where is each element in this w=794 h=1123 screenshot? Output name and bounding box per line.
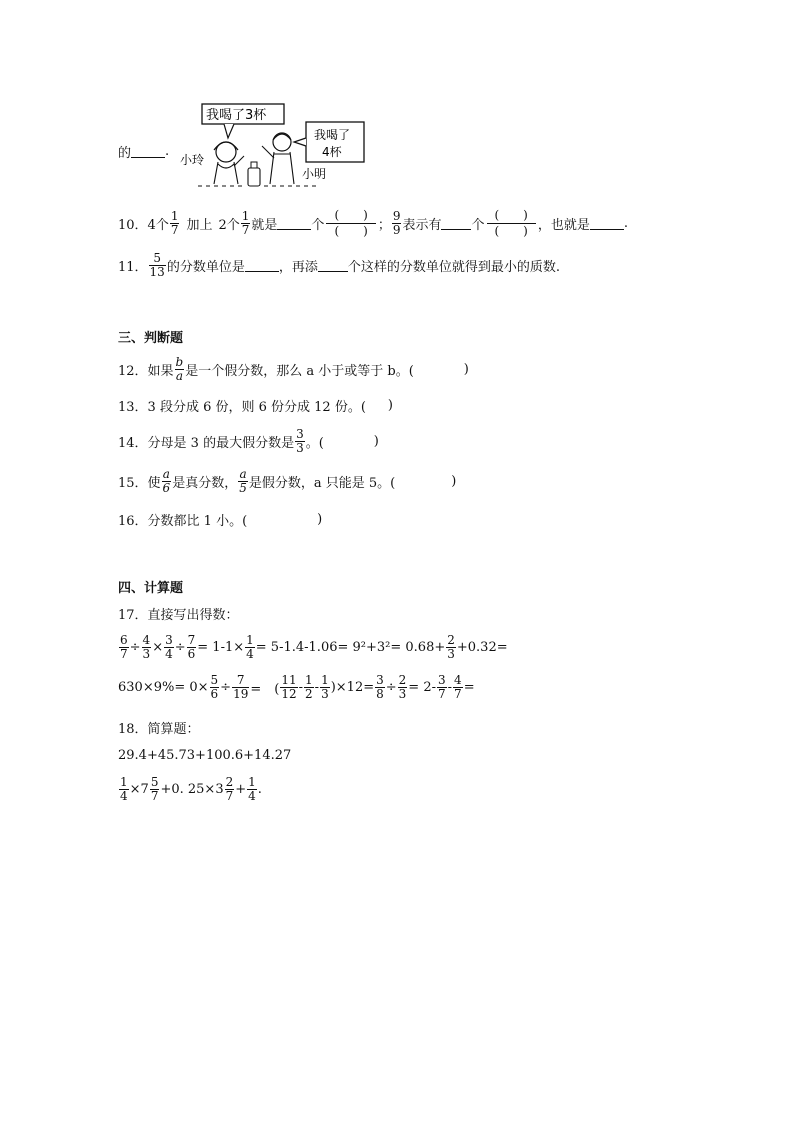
q18-title: 18．简算题： — [118, 722, 200, 737]
q11-num: 11． — [118, 260, 148, 275]
q14-text: 14．分母是 3 的最大假分数是 — [118, 436, 295, 451]
frac: $\frac{3}{4}$ — [165, 633, 173, 661]
q17-title: 17．直接写出得数： — [118, 608, 239, 623]
bubble-right-text-1: 我喝了 — [314, 128, 351, 142]
operator: ÷ — [385, 680, 397, 695]
q10-paren-frac-1[interactable]: ( ) ( ) — [326, 208, 375, 239]
frac: $\frac{3}{7}$ — [438, 673, 446, 701]
q13-close: ) — [387, 398, 393, 413]
frac: $\frac{6}{7}$ — [120, 633, 128, 661]
operator: ÷ — [220, 680, 232, 695]
frac: $\frac{1}{4}$ — [120, 775, 128, 803]
expr-text: = 2- — [408, 680, 436, 695]
frac: $\frac{1}{4}$ — [246, 633, 254, 661]
q10-text-1: 加上 — [186, 218, 213, 233]
frac: $\frac{1}{2}$ — [305, 673, 313, 701]
operator: - — [298, 680, 304, 695]
q15-text-2: 是假分数，a 只能是 5。( — [248, 476, 396, 491]
frac: $\frac{7}{19}$ — [233, 673, 249, 701]
q10-num: 10．4个 — [118, 218, 169, 233]
q12-frac: $\frac{b}{a}$ — [175, 355, 184, 383]
q11-blank-1[interactable] — [245, 259, 279, 272]
q15-frac-1: $\frac{a}{6}$ — [162, 467, 171, 495]
frac: $\frac{2}{3}$ — [398, 673, 407, 701]
q10-frac-3: $\frac{9}{9}$ — [392, 209, 401, 237]
q12-close: ) — [463, 362, 469, 377]
expr-text: = ( — [250, 682, 280, 697]
question-13 — [118, 396, 393, 415]
bubble-right-text-2: 4杯 — [322, 145, 342, 159]
frac: $\frac{4}{7}$ — [454, 673, 462, 701]
q10-end: . — [623, 216, 629, 231]
question-14 — [118, 428, 379, 455]
q15-text-1: 是真分数， — [172, 476, 238, 491]
frac: $\frac{1}{4}$ — [248, 775, 256, 803]
frac: $\frac{4}{3}$ — [142, 633, 151, 661]
frac: $\frac{2}{7}$ — [225, 775, 234, 803]
q18-expression-1: 29.4+45.73+100.6+14.27 — [118, 748, 292, 763]
operator: + — [235, 782, 247, 797]
q10-text-4: 个 — [311, 218, 325, 233]
q10-blank-2[interactable] — [441, 217, 471, 230]
q10-text-5: 表示有 — [402, 218, 442, 233]
question-11 — [118, 252, 560, 279]
frac: $\frac{7}{6}$ — [187, 633, 196, 661]
expr-text: +0.32= — [456, 640, 508, 655]
operator: ÷ — [174, 640, 186, 655]
q15-close: ) — [451, 474, 457, 489]
name-right: 小明 — [302, 167, 327, 181]
q14-frac: $\frac{3}{3}$ — [296, 427, 304, 455]
expr-text: ×7 — [129, 782, 149, 797]
frac: $\frac{3}{8}$ — [376, 673, 384, 701]
q11-text-2: ，再添 — [278, 260, 318, 275]
q11-blank-2[interactable] — [318, 259, 348, 272]
q18-expression-2 — [118, 776, 262, 803]
expr-text: )×12= — [330, 680, 375, 695]
q11-frac: $\frac{5}{13}$ — [149, 251, 165, 279]
section-4-heading: 四、计算题 — [118, 581, 184, 596]
operator: - — [314, 680, 320, 695]
question-15 — [118, 468, 456, 495]
q17-row-2 — [118, 674, 475, 701]
question-10 — [118, 208, 628, 239]
operator: × — [152, 640, 164, 655]
frac: $\frac{11}{12}$ — [281, 673, 297, 701]
q11-text-1: 的分数单位是 — [166, 260, 245, 275]
q10-semicolon: ； — [377, 218, 391, 233]
q14-close: ) — [373, 434, 379, 449]
name-left: 小玲 — [180, 153, 205, 167]
q15-frac-2: $\frac{a}{5}$ — [239, 467, 247, 495]
q9-line — [118, 142, 169, 161]
q9-prefix: 的 — [118, 146, 132, 161]
q11-text-3: 个这样的分数单位就得到最小的质数. — [347, 260, 560, 275]
q15-num: 15．使 — [118, 476, 161, 491]
q17-row-1 — [118, 634, 508, 661]
section-3-heading: 三、判断题 — [118, 331, 184, 346]
q12-text: 是一个假分数，那么 a 小于或等于 b。( — [185, 364, 414, 379]
q9-illustration — [178, 98, 378, 190]
expr-text: = 1-1× — [197, 640, 245, 655]
q14-tail: 。( — [305, 436, 324, 451]
frac: $\frac{5}{6}$ — [210, 673, 219, 701]
q9-suffix: . — [165, 144, 170, 159]
expr-text: . — [257, 782, 262, 797]
expr-text: = — [463, 680, 475, 695]
frac: $\frac{1}{3}$ — [321, 673, 329, 701]
q10-text-7: ，也就是 — [537, 218, 590, 233]
q10-blank-1[interactable] — [277, 217, 311, 230]
q16-text: 16．分数都比 1 小。( — [118, 514, 248, 529]
q12-num: 12．如果 — [118, 364, 174, 379]
expr-text: 630×9%= 0× — [118, 680, 209, 695]
expr-text: = 5-1.4-1.06= 9²+3²= 0.68+ — [255, 640, 446, 655]
q10-text-2: 2个 — [218, 218, 240, 233]
q10-paren-frac-2[interactable]: ( ) ( ) — [487, 208, 536, 239]
q13-text: 13．3 段分成 6 份，则 6 份分成 12 份。( — [118, 400, 366, 415]
question-12 — [118, 356, 469, 383]
question-16 — [118, 510, 322, 529]
frac: $\frac{2}{3}$ — [447, 633, 455, 661]
q10-blank-3[interactable] — [590, 217, 624, 230]
operator: ÷ — [129, 640, 141, 655]
frac: $\frac{5}{7}$ — [150, 775, 159, 803]
q10-text-6: 个 — [471, 218, 485, 233]
expr-text: +0. 25×3 — [160, 782, 224, 797]
q9-answer-blank[interactable] — [131, 145, 165, 158]
q10-frac-1: $\frac{1}{7}$ — [170, 209, 179, 237]
operator: - — [447, 680, 453, 695]
q16-close: ) — [317, 512, 323, 527]
bubble-left-text: 我喝了3杯 — [206, 108, 267, 123]
q10-frac-2: $\frac{1}{7}$ — [241, 209, 250, 237]
q10-text-3: 就是 — [251, 218, 278, 233]
